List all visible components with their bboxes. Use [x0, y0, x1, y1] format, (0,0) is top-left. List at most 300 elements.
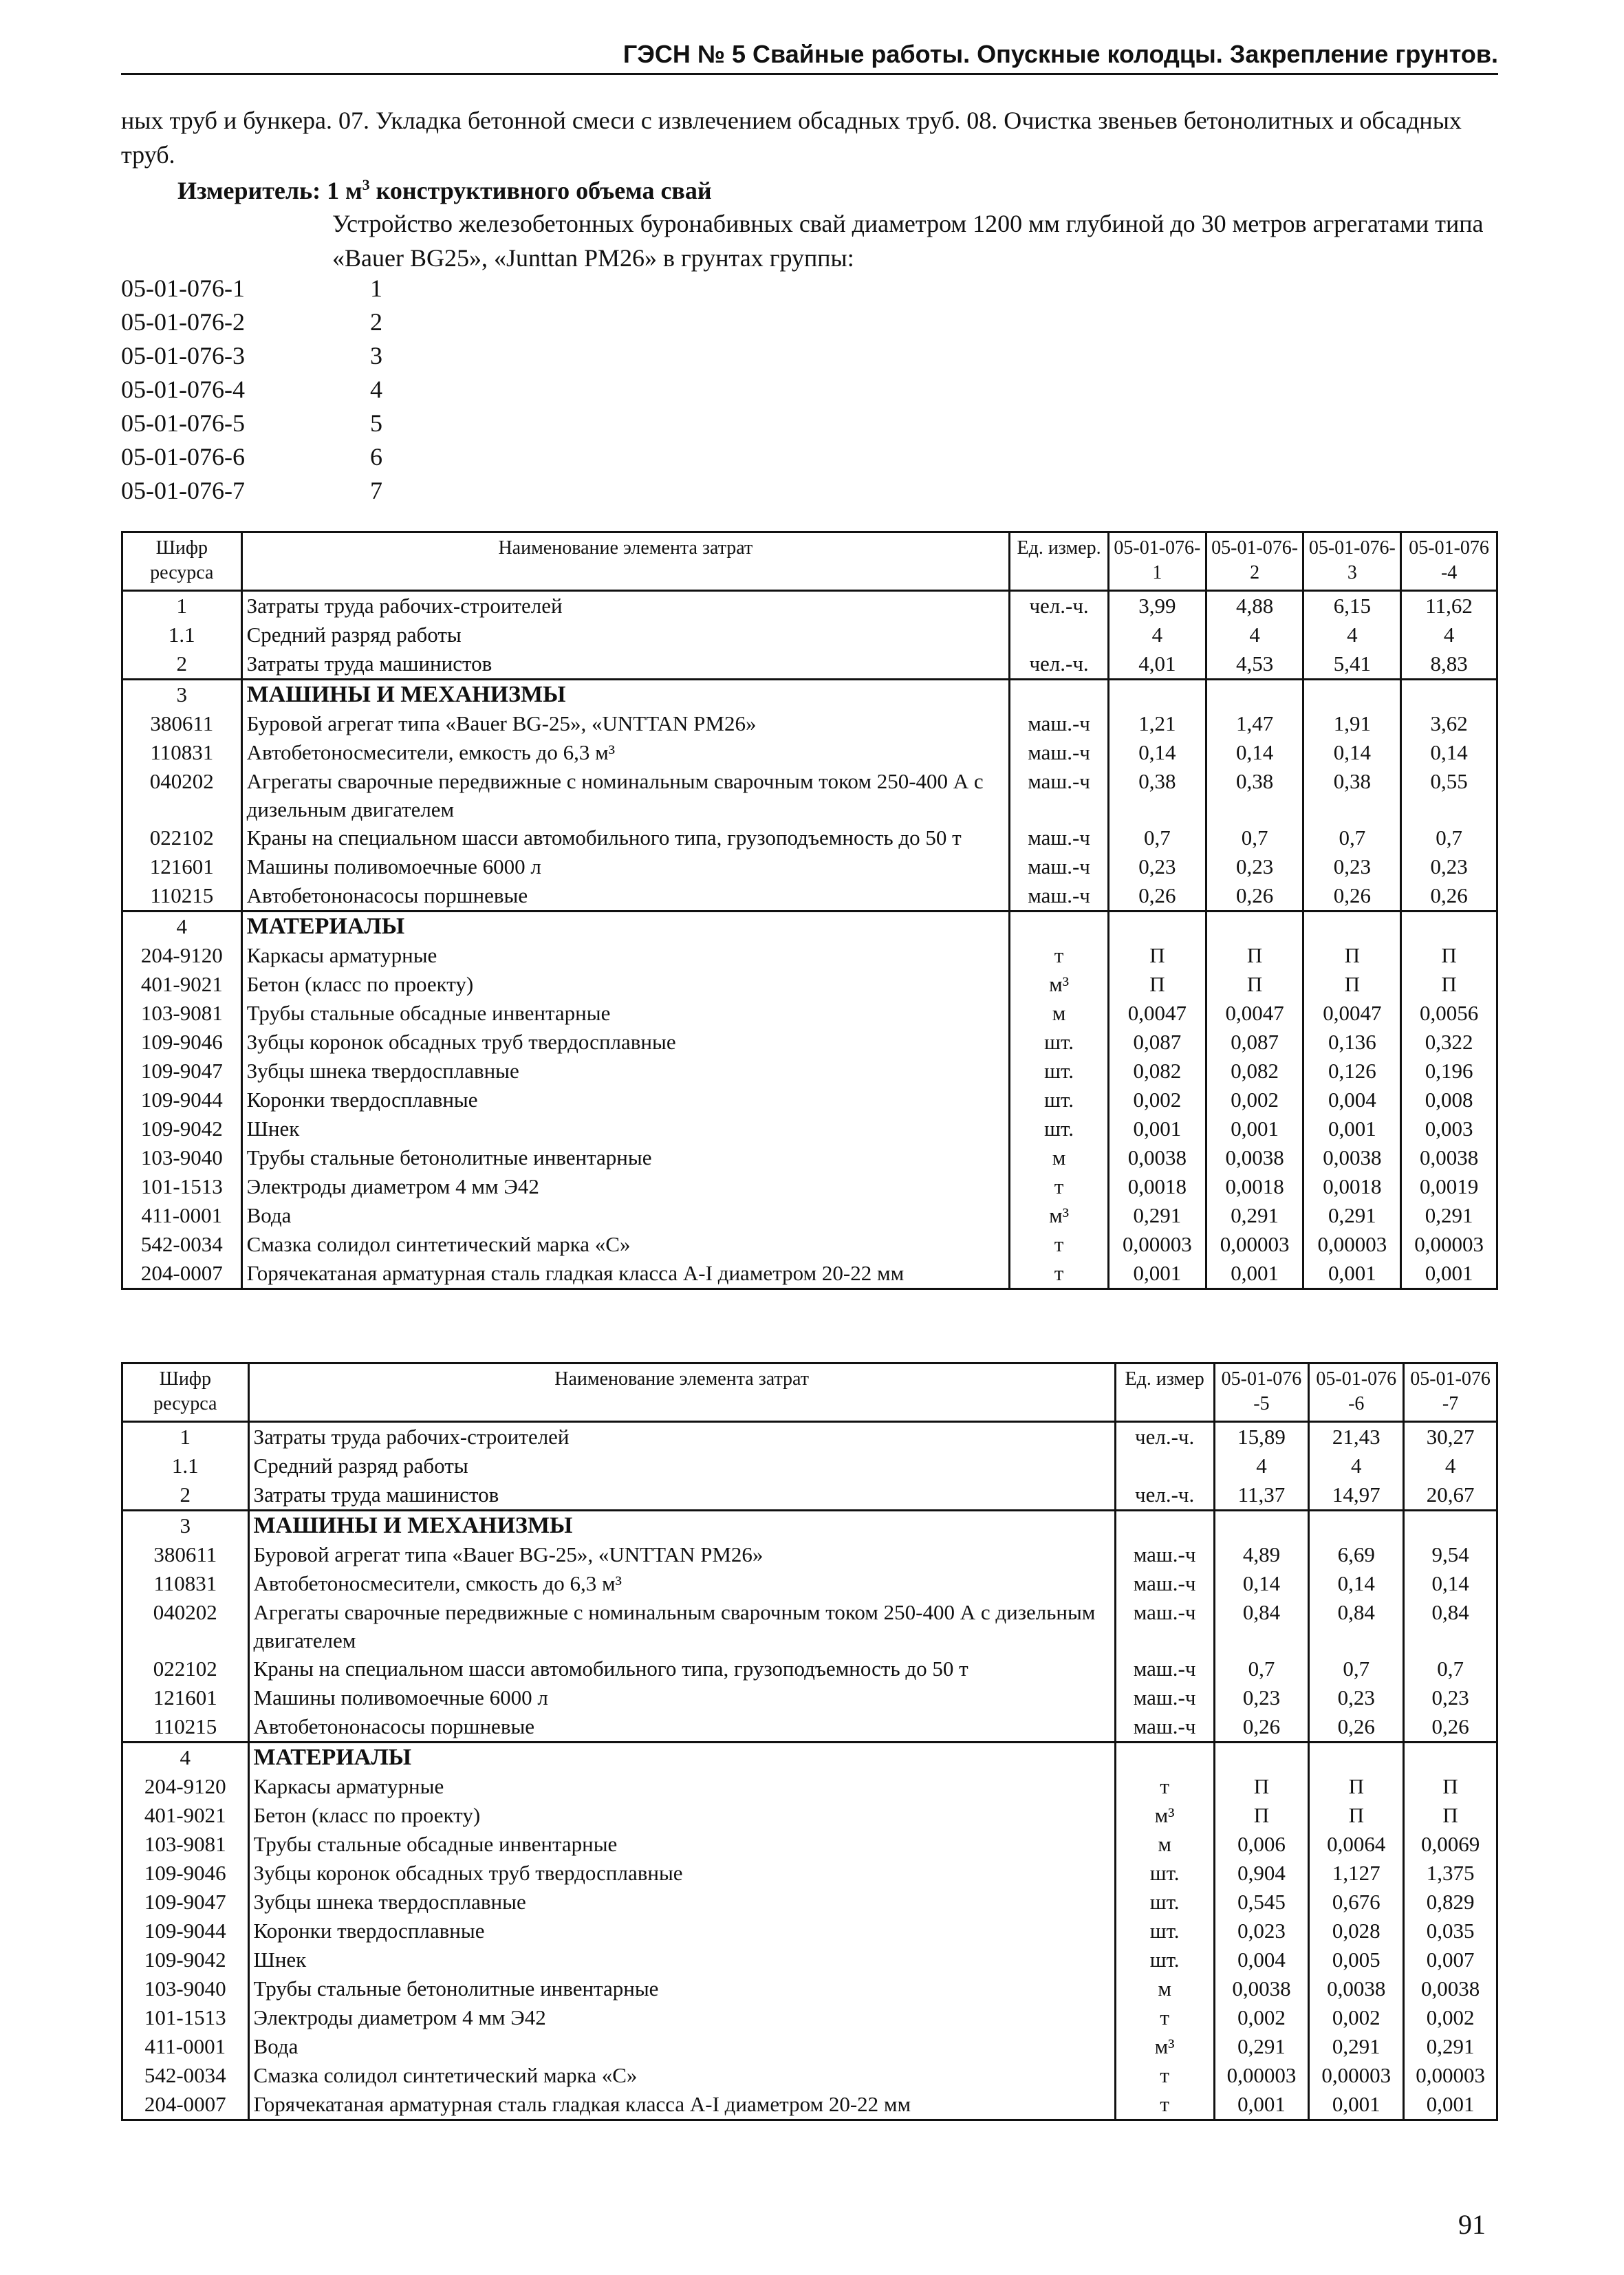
resource-code: 542-0034: [122, 1230, 242, 1259]
resource-value: 0,26: [1214, 1712, 1309, 1743]
resource-code: 101-1513: [122, 2003, 249, 2032]
resource-code: 204-9120: [122, 941, 242, 970]
resource-value: 0,0038: [1404, 1974, 1497, 2003]
resource-unit: маш.-ч: [1010, 852, 1109, 881]
resource-value: 0,38: [1303, 767, 1401, 823]
resource-code: 1.1: [122, 621, 242, 649]
resource-value: 4: [1109, 621, 1206, 649]
table-row: [122, 823, 1497, 852]
table-row: [122, 1114, 1497, 1143]
resource-name: Коронки твердосплавные: [241, 1086, 1010, 1114]
resource-name: Вода: [248, 2032, 1115, 2061]
resource-code: 380611: [122, 709, 242, 738]
resource-value: 0,082: [1109, 1057, 1206, 1086]
table-row: [122, 852, 1497, 881]
code-number: 05-01-076-6: [121, 443, 245, 471]
resource-value: 1,91: [1303, 709, 1401, 738]
resource-code: 022102: [122, 1654, 249, 1683]
resource-code: 380611: [122, 1540, 249, 1569]
resource-value: 0,0038: [1401, 1143, 1497, 1172]
header-name: Наименование элемента затрат: [248, 1363, 1115, 1422]
resource-name: МАШИНЫ И МЕХАНИЗМЫ: [241, 680, 1010, 710]
resource-value: 0,00003: [1309, 2061, 1404, 2090]
resource-unit: маш.-ч: [1115, 1540, 1214, 1569]
table-row: [122, 1480, 1497, 1511]
resource-value: 0,38: [1109, 767, 1206, 823]
table-row: [122, 2003, 1497, 2032]
soil-group: 5: [370, 409, 382, 437]
header-col: 05-01-076-1: [1109, 532, 1206, 591]
table-row: [122, 1974, 1497, 2003]
resource-unit: маш.-ч: [1115, 1683, 1214, 1712]
resource-code: 411-0001: [122, 1201, 242, 1230]
resource-value: 0,0047: [1206, 999, 1303, 1028]
resource-unit: [1010, 912, 1109, 942]
resource-value: 0,7: [1214, 1654, 1309, 1683]
resource-name: Электроды диаметром 4 мм Э42: [248, 2003, 1115, 2032]
code-list: [121, 272, 382, 508]
resource-value: 0,23: [1309, 1683, 1404, 1712]
resource-code: 2: [122, 649, 242, 680]
resource-value: 5,41: [1303, 649, 1401, 680]
resource-value: 0,0064: [1309, 1830, 1404, 1859]
table-row: [122, 970, 1497, 999]
resource-value: 0,14: [1309, 1569, 1404, 1598]
resource-name: Смазка солидол синтетический марка «С»: [248, 2061, 1115, 2090]
measure-rest: конструктивного объема свай: [369, 177, 712, 204]
resource-code: 401-9021: [122, 970, 242, 999]
resource-value: П: [1206, 941, 1303, 970]
resource-value: 0,7: [1309, 1654, 1404, 1683]
resource-value: 0,001: [1109, 1259, 1206, 1289]
table-row: [122, 1830, 1497, 1859]
soil-group: 7: [370, 477, 382, 504]
resource-name: Трубы стальные бетонолитные инвентарные: [248, 1974, 1115, 2003]
resource-name: Машины поливомоечные 6000 л: [248, 1683, 1115, 1712]
resource-name: Зубцы коронок обсадных труб твердосплавные: [241, 1028, 1010, 1057]
resource-unit: шт.: [1010, 1086, 1109, 1114]
resource-code: 109-9044: [122, 1917, 249, 1945]
resource-value: 0,087: [1206, 1028, 1303, 1057]
header-name: Наименование элемента затрат: [241, 532, 1010, 591]
table-row: [122, 1028, 1497, 1057]
table-row: [122, 1540, 1497, 1569]
table-row: [122, 2090, 1497, 2120]
resource-code: 110215: [122, 881, 242, 912]
resource-name: Зубцы шнека твердосплавные: [248, 1888, 1115, 1917]
resource-unit: м: [1010, 999, 1109, 1028]
resource-unit: чел.-ч.: [1115, 1480, 1214, 1511]
resource-value: 0,126: [1303, 1057, 1401, 1086]
section-row: [122, 1743, 1497, 1773]
resource-value: 4: [1214, 1452, 1309, 1480]
resource-code: 3: [122, 1511, 249, 1541]
resource-name: Средний разряд работы: [248, 1452, 1115, 1480]
resource-value: 0,14: [1214, 1569, 1309, 1598]
header-col: 05-01-076-6: [1309, 1363, 1404, 1422]
resource-value: 0,001: [1206, 1259, 1303, 1289]
resource-value: 0,0038: [1303, 1143, 1401, 1172]
resource-value: 0,001: [1309, 2090, 1404, 2120]
resource-code: 542-0034: [122, 2061, 249, 2090]
resource-value: [1303, 912, 1401, 942]
table-row: [122, 2061, 1497, 2090]
resource-unit: [1115, 1511, 1214, 1541]
resource-value: [1206, 680, 1303, 710]
resource-value: 0,14: [1303, 738, 1401, 767]
table-row: [122, 1917, 1497, 1945]
resource-name: Автобетоносмесители, емкость до 6,3 м³: [241, 738, 1010, 767]
resource-value: П: [1401, 941, 1497, 970]
resource-value: П: [1401, 970, 1497, 999]
resource-code: 1: [122, 1422, 249, 1452]
resource-unit: шт.: [1115, 1859, 1214, 1888]
resource-value: 0,545: [1214, 1888, 1309, 1917]
resource-code: 040202: [122, 1598, 249, 1654]
resource-name: Зубцы шнека твердосплавные: [241, 1057, 1010, 1086]
resource-value: 8,83: [1401, 649, 1497, 680]
table-row: [122, 1172, 1497, 1201]
resource-value: [1109, 912, 1206, 942]
header-unit: Ед. измер: [1115, 1363, 1214, 1422]
resource-name: Шнек: [241, 1114, 1010, 1143]
resource-value: 0,14: [1206, 738, 1303, 767]
resource-name: Средний разряд работы: [241, 621, 1010, 649]
resource-value: 1,47: [1206, 709, 1303, 738]
resource-value: 0,001: [1303, 1259, 1401, 1289]
resource-value: 0,26: [1404, 1712, 1497, 1743]
resource-value: 4,88: [1206, 591, 1303, 621]
resource-unit: т: [1115, 2003, 1214, 2032]
resource-value: 0,001: [1206, 1114, 1303, 1143]
header-col: 05-01-076-5: [1214, 1363, 1309, 1422]
resource-value: 0,0069: [1404, 1830, 1497, 1859]
resource-unit: м: [1115, 1974, 1214, 2003]
resource-name: Автобетононасосы поршневые: [248, 1712, 1115, 1743]
resource-name: Затраты труда машинистов: [241, 649, 1010, 680]
resource-value: 0,001: [1303, 1114, 1401, 1143]
resource-code: 121601: [122, 852, 242, 881]
resource-value: 0,23: [1206, 852, 1303, 881]
resource-value: П: [1309, 1772, 1404, 1801]
resource-value: 0,003: [1401, 1114, 1497, 1143]
resource-table-2: [121, 1362, 1498, 2121]
resource-name: Затраты труда рабочих-строителей: [241, 591, 1010, 621]
intro-paragraph: ных труб и бункера. 07. Укладка бетонной смеси с извлечением обсадных труб. 08. Очистка звеньев бетонолитных и обсадных труб.: [121, 107, 1462, 169]
resource-value: П: [1214, 1801, 1309, 1830]
resource-value: 0,84: [1214, 1598, 1309, 1654]
resource-value: П: [1309, 1801, 1404, 1830]
resource-value: 0,002: [1309, 2003, 1404, 2032]
resource-value: 0,23: [1303, 852, 1401, 881]
resource-value: 0,035: [1404, 1917, 1497, 1945]
resource-value: [1206, 912, 1303, 942]
resource-value: 0,005: [1309, 1945, 1404, 1974]
resource-value: 0,291: [1214, 2032, 1309, 2061]
resource-value: 0,291: [1401, 1201, 1497, 1230]
resource-value: 0,002: [1206, 1086, 1303, 1114]
code-list-item: [121, 440, 382, 474]
resource-code: 109-9042: [122, 1945, 249, 1974]
resource-value: П: [1404, 1801, 1497, 1830]
resource-name: Трубы стальные бетонолитные инвентарные: [241, 1143, 1010, 1172]
resource-value: 0,002: [1109, 1086, 1206, 1114]
resource-unit: шт.: [1010, 1028, 1109, 1057]
section-row: [122, 912, 1497, 942]
resource-value: 0,00003: [1109, 1230, 1206, 1259]
resource-value: 0,002: [1214, 2003, 1309, 2032]
header-rule: [121, 73, 1498, 75]
resource-value: 0,028: [1309, 1917, 1404, 1945]
resource-value: 0,087: [1109, 1028, 1206, 1057]
resource-code: 401-9021: [122, 1801, 249, 1830]
resource-code: 411-0001: [122, 2032, 249, 2061]
resource-value: 0,84: [1309, 1598, 1404, 1654]
resource-unit: маш.-ч: [1115, 1712, 1214, 1743]
resource-value: 0,291: [1206, 1201, 1303, 1230]
resource-code: 109-9046: [122, 1859, 249, 1888]
resource-unit: маш.-ч: [1010, 738, 1109, 767]
resource-value: 0,26: [1401, 881, 1497, 912]
code-list-item: [121, 339, 382, 373]
measure-sup: 3: [362, 176, 370, 193]
resource-value: 4: [1303, 621, 1401, 649]
resource-code: 103-9040: [122, 1974, 249, 2003]
resource-name: Бетон (класс по проекту): [241, 970, 1010, 999]
resource-name: МАТЕРИАЛЫ: [241, 912, 1010, 942]
table-row: [122, 1683, 1497, 1712]
resource-code: 204-0007: [122, 2090, 249, 2120]
resource-value: 4: [1401, 621, 1497, 649]
resource-name: Буровой агрегат типа «Bauer BG-25», «UNTTAN PM26»: [248, 1540, 1115, 1569]
resource-value: [1214, 1743, 1309, 1773]
resource-name: Агрегаты сварочные передвижные с номинальным сварочным током 250-400 А с дизельным двигателем: [241, 767, 1010, 823]
resource-name: Затраты труда машинистов: [248, 1480, 1115, 1511]
resource-code: 103-9081: [122, 999, 242, 1028]
resource-unit: м³: [1115, 2032, 1214, 2061]
resource-unit: маш.-ч: [1115, 1598, 1214, 1654]
table-row: [122, 881, 1497, 912]
soil-group: 1: [370, 274, 382, 302]
resource-name: Зубцы коронок обсадных труб твердосплавные: [248, 1859, 1115, 1888]
resource-code: 204-0007: [122, 1259, 242, 1289]
soil-group: 4: [370, 376, 382, 403]
table-row: [122, 1945, 1497, 1974]
table-row: [122, 1057, 1497, 1086]
resource-unit: шт.: [1115, 1888, 1214, 1917]
resource-value: 4,01: [1109, 649, 1206, 680]
resource-name: Трубы стальные обсадные инвентарные: [241, 999, 1010, 1028]
resource-code: 3: [122, 680, 242, 710]
resource-value: 0,001: [1109, 1114, 1206, 1143]
resource-value: 0,0018: [1109, 1172, 1206, 1201]
resource-value: 0,38: [1206, 767, 1303, 823]
page-number: 91: [1458, 2209, 1486, 2240]
table-row: [122, 1230, 1497, 1259]
resource-name: Электроды диаметром 4 мм Э42: [241, 1172, 1010, 1201]
resource-unit: [1115, 1452, 1214, 1480]
resource-value: 0,26: [1109, 881, 1206, 912]
resource-value: 0,0047: [1109, 999, 1206, 1028]
resource-value: 4,89: [1214, 1540, 1309, 1569]
resource-value: [1401, 680, 1497, 710]
resource-unit: [1010, 621, 1109, 649]
resource-name: МАТЕРИАЛЫ: [248, 1743, 1115, 1773]
resource-unit: т: [1115, 2090, 1214, 2120]
resource-value: [1404, 1511, 1497, 1541]
resource-unit: шт.: [1115, 1917, 1214, 1945]
resource-value: 0,006: [1214, 1830, 1309, 1859]
resource-name: Автобетононасосы поршневые: [241, 881, 1010, 912]
resource-code: 110831: [122, 1569, 249, 1598]
resource-value: 0,14: [1109, 738, 1206, 767]
resource-value: 0,001: [1404, 2090, 1497, 2120]
resource-table-1: [121, 531, 1498, 1290]
resource-value: 1,375: [1404, 1859, 1497, 1888]
resource-code: 1: [122, 591, 242, 621]
resource-value: 0,904: [1214, 1859, 1309, 1888]
resource-value: 0,23: [1404, 1683, 1497, 1712]
table-row: [122, 591, 1497, 621]
soil-group: 2: [370, 308, 382, 336]
table-row: [122, 767, 1497, 823]
running-header: ГЭСН № 5 Свайные работы. Опускные колодцы. Закрепление грунтов.: [622, 40, 1498, 68]
resource-unit: маш.-ч: [1010, 767, 1109, 823]
resource-value: 21,43: [1309, 1422, 1404, 1452]
table-header-row: [122, 532, 1497, 591]
code-number: 05-01-076-2: [121, 308, 245, 336]
resource-unit: т: [1010, 941, 1109, 970]
work-description: Устройство железобетонных буронабивных свай диаметром 1200 мм глубиной до 30 метров агрегатами типа «Bauer BG25», «Junttan PM26» в грунтах группы:: [332, 210, 1484, 272]
header-code: Шифр ресурса: [122, 1363, 249, 1422]
resource-value: П: [1303, 970, 1401, 999]
resource-value: 0,84: [1404, 1598, 1497, 1654]
resource-unit: шт.: [1115, 1945, 1214, 1974]
resource-value: 0,136: [1303, 1028, 1401, 1057]
header-code: Шифр ресурса: [122, 532, 242, 591]
table-row: [122, 621, 1497, 649]
table-row: [122, 1888, 1497, 1917]
resource-unit: маш.-ч: [1010, 709, 1109, 738]
resource-value: 0,00003: [1401, 1230, 1497, 1259]
resource-value: П: [1214, 1772, 1309, 1801]
header-col: 05-01-076-4: [1401, 532, 1497, 591]
table-row: [122, 709, 1497, 738]
resource-unit: т: [1010, 1172, 1109, 1201]
resource-code: 4: [122, 912, 242, 942]
resource-code: 204-9120: [122, 1772, 249, 1801]
resource-value: 1,21: [1109, 709, 1206, 738]
resource-unit: маш.-ч: [1010, 881, 1109, 912]
resource-code: 109-9044: [122, 1086, 242, 1114]
resource-value: 0,7: [1303, 823, 1401, 852]
table-row: [122, 1772, 1497, 1801]
resource-value: П: [1109, 941, 1206, 970]
resource-code: 040202: [122, 767, 242, 823]
table-row: [122, 1452, 1497, 1480]
resource-value: [1214, 1511, 1309, 1541]
resource-value: 0,829: [1404, 1888, 1497, 1917]
resource-unit: т: [1010, 1259, 1109, 1289]
resource-value: П: [1303, 941, 1401, 970]
resource-value: 0,00003: [1404, 2061, 1497, 2090]
resource-value: 0,007: [1404, 1945, 1497, 1974]
resource-code: 109-9042: [122, 1114, 242, 1143]
resource-value: 0,0038: [1214, 1974, 1309, 2003]
resource-value: 15,89: [1214, 1422, 1309, 1452]
resource-value: 0,7: [1109, 823, 1206, 852]
table-row: [122, 1654, 1497, 1683]
table-row: [122, 1422, 1497, 1452]
resource-value: 0,0047: [1303, 999, 1401, 1028]
resource-name: Каркасы арматурные: [241, 941, 1010, 970]
resource-value: 0,291: [1109, 1201, 1206, 1230]
resource-value: 0,23: [1109, 852, 1206, 881]
resource-value: 3,62: [1401, 709, 1497, 738]
resource-code: 103-9040: [122, 1143, 242, 1172]
resource-value: 11,62: [1401, 591, 1497, 621]
resource-unit: м³: [1115, 1801, 1214, 1830]
resource-value: 6,69: [1309, 1540, 1404, 1569]
resource-value: 0,0038: [1206, 1143, 1303, 1172]
table-row: [122, 1801, 1497, 1830]
resource-value: 0,7: [1206, 823, 1303, 852]
resource-value: 4: [1309, 1452, 1404, 1480]
resource-value: 0,676: [1309, 1888, 1404, 1917]
resource-code: 2: [122, 1480, 249, 1511]
resource-value: 0,291: [1309, 2032, 1404, 2061]
section-row: [122, 680, 1497, 710]
resource-value: [1404, 1743, 1497, 1773]
resource-value: 0,0019: [1401, 1172, 1497, 1201]
resource-value: П: [1404, 1772, 1497, 1801]
resource-unit: м³: [1010, 970, 1109, 999]
resource-unit: м: [1010, 1143, 1109, 1172]
resource-value: 0,00003: [1303, 1230, 1401, 1259]
resource-name: МАШИНЫ И МЕХАНИЗМЫ: [248, 1511, 1115, 1541]
resource-name: Машины поливомоечные 6000 л: [241, 852, 1010, 881]
resource-value: 3,99: [1109, 591, 1206, 621]
resource-unit: чел.-ч.: [1115, 1422, 1214, 1452]
resource-value: 0,0038: [1109, 1143, 1206, 1172]
table-row: [122, 738, 1497, 767]
resource-value: 0,0018: [1303, 1172, 1401, 1201]
resource-value: 0,7: [1404, 1654, 1497, 1683]
resource-unit: т: [1115, 1772, 1214, 1801]
table-row: [122, 941, 1497, 970]
resource-value: 0,7: [1401, 823, 1497, 852]
soil-group: 3: [370, 342, 382, 369]
resource-value: 30,27: [1404, 1422, 1497, 1452]
resource-unit: шт.: [1010, 1057, 1109, 1086]
resource-value: 0,00003: [1206, 1230, 1303, 1259]
code-list-item: [121, 407, 382, 440]
resource-unit: маш.-ч: [1115, 1569, 1214, 1598]
resource-unit: маш.-ч: [1010, 823, 1109, 852]
table-row: [122, 1598, 1497, 1654]
resource-value: 14,97: [1309, 1480, 1404, 1511]
table-row: [122, 1859, 1497, 1888]
resource-value: 4: [1206, 621, 1303, 649]
code-list-item: [121, 373, 382, 407]
table-row: [122, 1569, 1497, 1598]
resource-name: Автобетоносмесители, смкость до 6,3 м³: [248, 1569, 1115, 1598]
header-col: 05-01-076-7: [1404, 1363, 1497, 1422]
table-row: [122, 1086, 1497, 1114]
resource-name: Вода: [241, 1201, 1010, 1230]
resource-unit: м: [1115, 1830, 1214, 1859]
code-list-item: [121, 474, 382, 508]
